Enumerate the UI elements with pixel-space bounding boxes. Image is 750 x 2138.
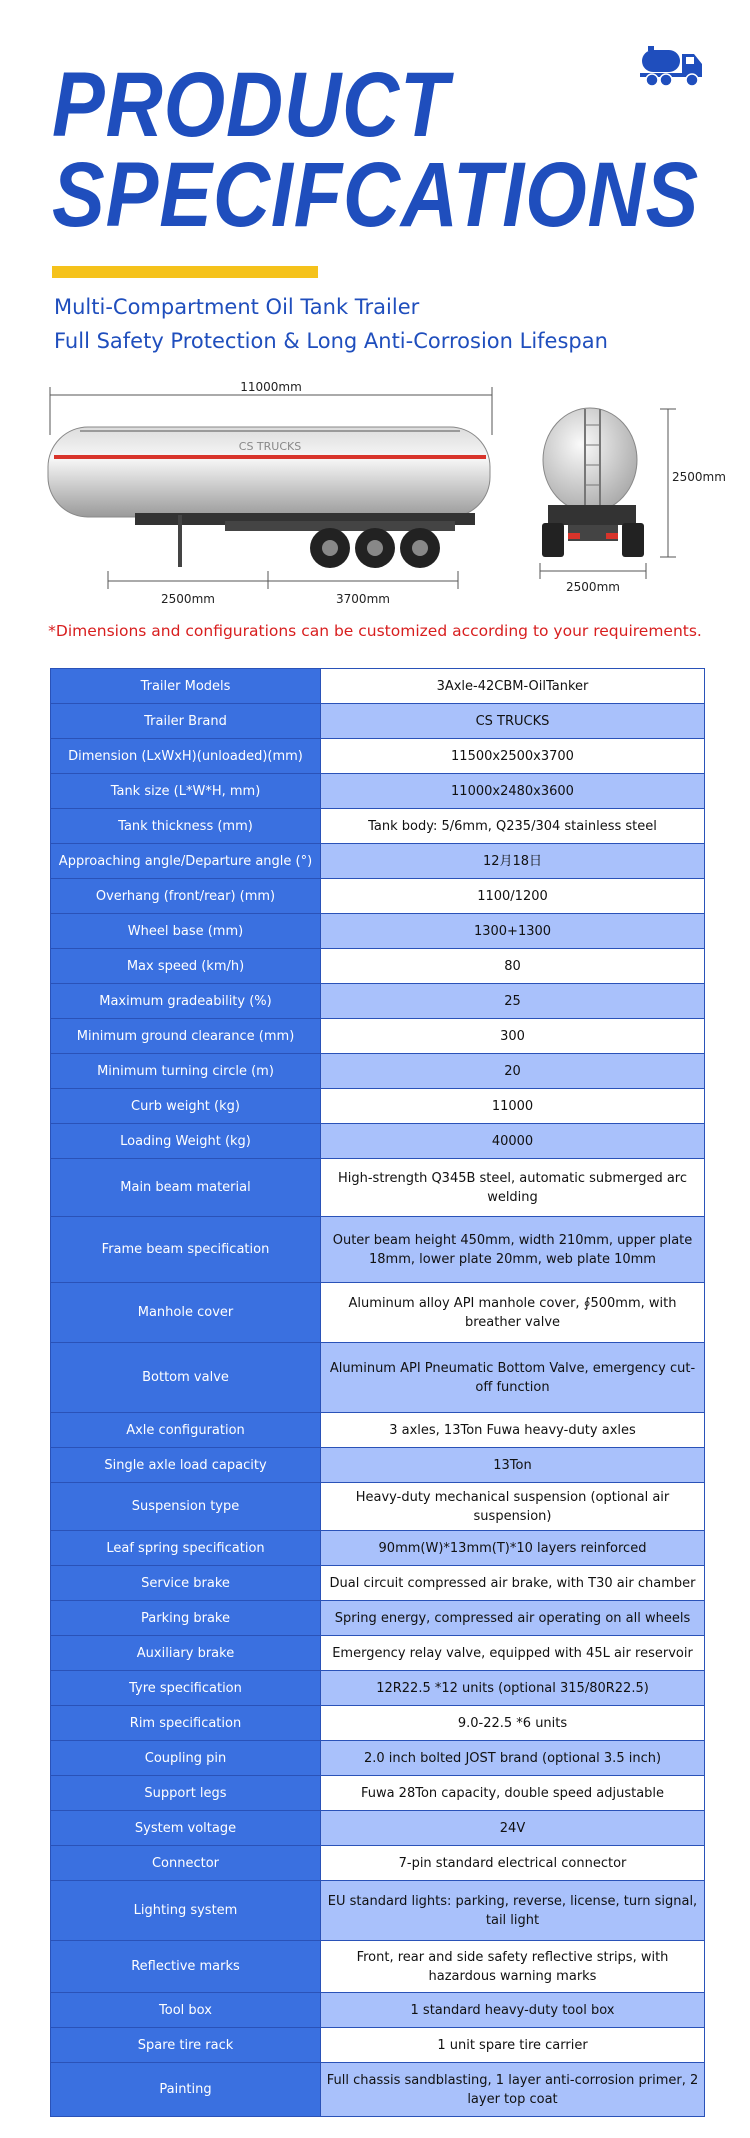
svg-text:2500mm: 2500mm (161, 592, 215, 606)
table-row (51, 1881, 705, 1941)
spec-value: 24V (321, 1811, 705, 1846)
subtitle (54, 290, 608, 358)
spec-label: Maximum gradeability (%) (51, 984, 321, 1019)
spec-value: Spring energy, compressed air operating on all wheels (321, 1601, 705, 1636)
spec-value: CS TRUCKS (321, 704, 705, 739)
spec-label: Coupling pin (51, 1741, 321, 1776)
spec-value: 1300+1300 (321, 914, 705, 949)
spec-label: Bottom valve (51, 1343, 321, 1413)
spec-value: 3 axles, 13Ton Fuwa heavy-duty axles (321, 1413, 705, 1448)
spec-value: 3Axle-42CBM-OilTanker (321, 669, 705, 704)
trailer-dimension-drawing (40, 375, 726, 615)
spec-value: 1 standard heavy-duty tool box (321, 1993, 705, 2028)
spec-label: Tank size (L*W*H, mm) (51, 774, 321, 809)
table-row (51, 774, 705, 809)
table-row (51, 1811, 705, 1846)
subtitle-line-1: Multi-Compartment Oil Tank Trailer (54, 295, 420, 319)
width-dimension (540, 563, 646, 594)
spec-label: Tool box (51, 1993, 321, 2028)
table-row (51, 2028, 705, 2063)
spec-label: Axle configuration (51, 1413, 321, 1448)
table-row (51, 1531, 705, 1566)
spec-value: Front, rear and side safety reflective strips, with hazardous warning marks (321, 1941, 705, 1993)
table-row (51, 1217, 705, 1283)
spec-label: Dimension (LxWxH)(unloaded)(mm) (51, 739, 321, 774)
table-row (51, 1671, 705, 1706)
table-row (51, 1566, 705, 1601)
spec-value: 2.0 inch bolted JOST brand (optional 3.5 inch) (321, 1741, 705, 1776)
spec-value: 13Ton (321, 1448, 705, 1483)
accent-bar (52, 266, 318, 278)
spec-label: Minimum turning circle (m) (51, 1054, 321, 1089)
spec-label: Tyre specification (51, 1671, 321, 1706)
svg-text:2500mm: 2500mm (672, 470, 726, 484)
spec-value: 11000 (321, 1089, 705, 1124)
spec-label: Main beam material (51, 1159, 321, 1217)
table-row (51, 669, 705, 704)
table-row (51, 1706, 705, 1741)
spec-value: 1100/1200 (321, 879, 705, 914)
table-row (51, 809, 705, 844)
spec-label: Connector (51, 1846, 321, 1881)
svg-text:3700mm: 3700mm (336, 592, 390, 606)
spec-value: Fuwa 28Ton capacity, double speed adjustable (321, 1776, 705, 1811)
table-row (51, 1124, 705, 1159)
spec-label: Single axle load capacity (51, 1448, 321, 1483)
spec-value: High-strength Q345B steel, automatic submerged arc welding (321, 1159, 705, 1217)
spec-label: Parking brake (51, 1601, 321, 1636)
spec-label: System voltage (51, 1811, 321, 1846)
table-row (51, 1283, 705, 1343)
spec-value: Emergency relay valve, equipped with 45L air reservoir (321, 1636, 705, 1671)
spec-label: Approaching angle/Departure angle (°) (51, 844, 321, 879)
spec-value: 40000 (321, 1124, 705, 1159)
spec-value: Dual circuit compressed air brake, with T30 air chamber (321, 1566, 705, 1601)
subtitle-line-2: Full Safety Protection & Long Anti-Corrosion Lifespan (54, 329, 608, 353)
table-row (51, 1993, 705, 2028)
svg-text:11000mm: 11000mm (240, 380, 302, 394)
spec-value: Tank body: 5/6mm, Q235/304 stainless steel (321, 809, 705, 844)
spec-value: 20 (321, 1054, 705, 1089)
spec-label: Leaf spring specification (51, 1531, 321, 1566)
spec-label: Painting (51, 2063, 321, 2117)
table-row (51, 1741, 705, 1776)
table-row (51, 704, 705, 739)
table-row (51, 949, 705, 984)
spec-label: Manhole cover (51, 1283, 321, 1343)
table-row (51, 1019, 705, 1054)
spec-value: 7-pin standard electrical connector (321, 1846, 705, 1881)
spec-value: Heavy-duty mechanical suspension (optional air suspension) (321, 1483, 705, 1531)
title-line-1: PRODUCT (52, 54, 450, 156)
spec-value: Full chassis sandblasting, 1 layer anti-corrosion primer, 2 layer top coat (321, 2063, 705, 2117)
spec-label: Tank thickness (mm) (51, 809, 321, 844)
spec-value: 25 (321, 984, 705, 1019)
spec-label: Curb weight (kg) (51, 1089, 321, 1124)
table-row (51, 984, 705, 1019)
table-row (51, 1343, 705, 1413)
svg-text:2500mm: 2500mm (566, 580, 620, 594)
table-row (51, 844, 705, 879)
spec-label: Auxiliary brake (51, 1636, 321, 1671)
spec-value: 300 (321, 1019, 705, 1054)
trailer-rear-view (542, 408, 644, 557)
spec-value: 90mm(W)*13mm(T)*10 layers reinforced (321, 1531, 705, 1566)
table-row (51, 1776, 705, 1811)
spec-label: Lighting system (51, 1881, 321, 1941)
customization-note: *Dimensions and configurations can be customized according to your requirements. (48, 622, 702, 640)
spec-label: Loading Weight (kg) (51, 1124, 321, 1159)
spec-label: Support legs (51, 1776, 321, 1811)
table-row (51, 1054, 705, 1089)
spec-value: Aluminum alloy API manhole cover, ∮500mm, with breather valve (321, 1283, 705, 1343)
spec-value: 80 (321, 949, 705, 984)
title-line-2: SPECIFCATIONS (52, 144, 700, 246)
spec-value: EU standard lights: parking, reverse, license, turn signal, tail light (321, 1881, 705, 1941)
trailer-side-view (48, 427, 490, 568)
table-row (51, 1159, 705, 1217)
table-row (51, 1636, 705, 1671)
table-row (51, 1448, 705, 1483)
table-row (51, 2063, 705, 2117)
table-row (51, 1089, 705, 1124)
spec-label: Minimum ground clearance (mm) (51, 1019, 321, 1054)
spec-label: Service brake (51, 1566, 321, 1601)
table-row (51, 879, 705, 914)
spec-value: 9.0-22.5 *6 units (321, 1706, 705, 1741)
spec-value: 11000x2480x3600 (321, 774, 705, 809)
spec-value: Outer beam height 450mm, width 210mm, upper plate 18mm, lower plate 20mm, web plate 10mm (321, 1217, 705, 1283)
spec-label: Suspension type (51, 1483, 321, 1531)
page-title (52, 54, 700, 246)
spec-label: Frame beam specification (51, 1217, 321, 1283)
table-row (51, 914, 705, 949)
table-row (51, 1846, 705, 1881)
spec-value: 11500x2500x3700 (321, 739, 705, 774)
svg-text:CS TRUCKS: CS TRUCKS (238, 440, 302, 453)
spec-label: Overhang (front/rear) (mm) (51, 879, 321, 914)
spec-label: Max speed (km/h) (51, 949, 321, 984)
spec-label: Rim specification (51, 1706, 321, 1741)
wheelbase-dimension (108, 571, 458, 606)
spec-value: 1 unit spare tire carrier (321, 2028, 705, 2063)
spec-table (50, 668, 705, 2117)
table-row (51, 1483, 705, 1531)
spec-value: Aluminum API Pneumatic Bottom Valve, emergency cut-off function (321, 1343, 705, 1413)
spec-label: Trailer Brand (51, 704, 321, 739)
spec-label: Wheel base (mm) (51, 914, 321, 949)
table-row (51, 739, 705, 774)
spec-label: Reflective marks (51, 1941, 321, 1993)
spec-label: Spare tire rack (51, 2028, 321, 2063)
table-row (51, 1413, 705, 1448)
spec-value: 12月18日 (321, 844, 705, 879)
spec-value: 12R22.5 *12 units (optional 315/80R22.5) (321, 1671, 705, 1706)
table-row (51, 1601, 705, 1636)
height-dimension (660, 409, 726, 557)
spec-label: Trailer Models (51, 669, 321, 704)
table-row (51, 1941, 705, 1993)
